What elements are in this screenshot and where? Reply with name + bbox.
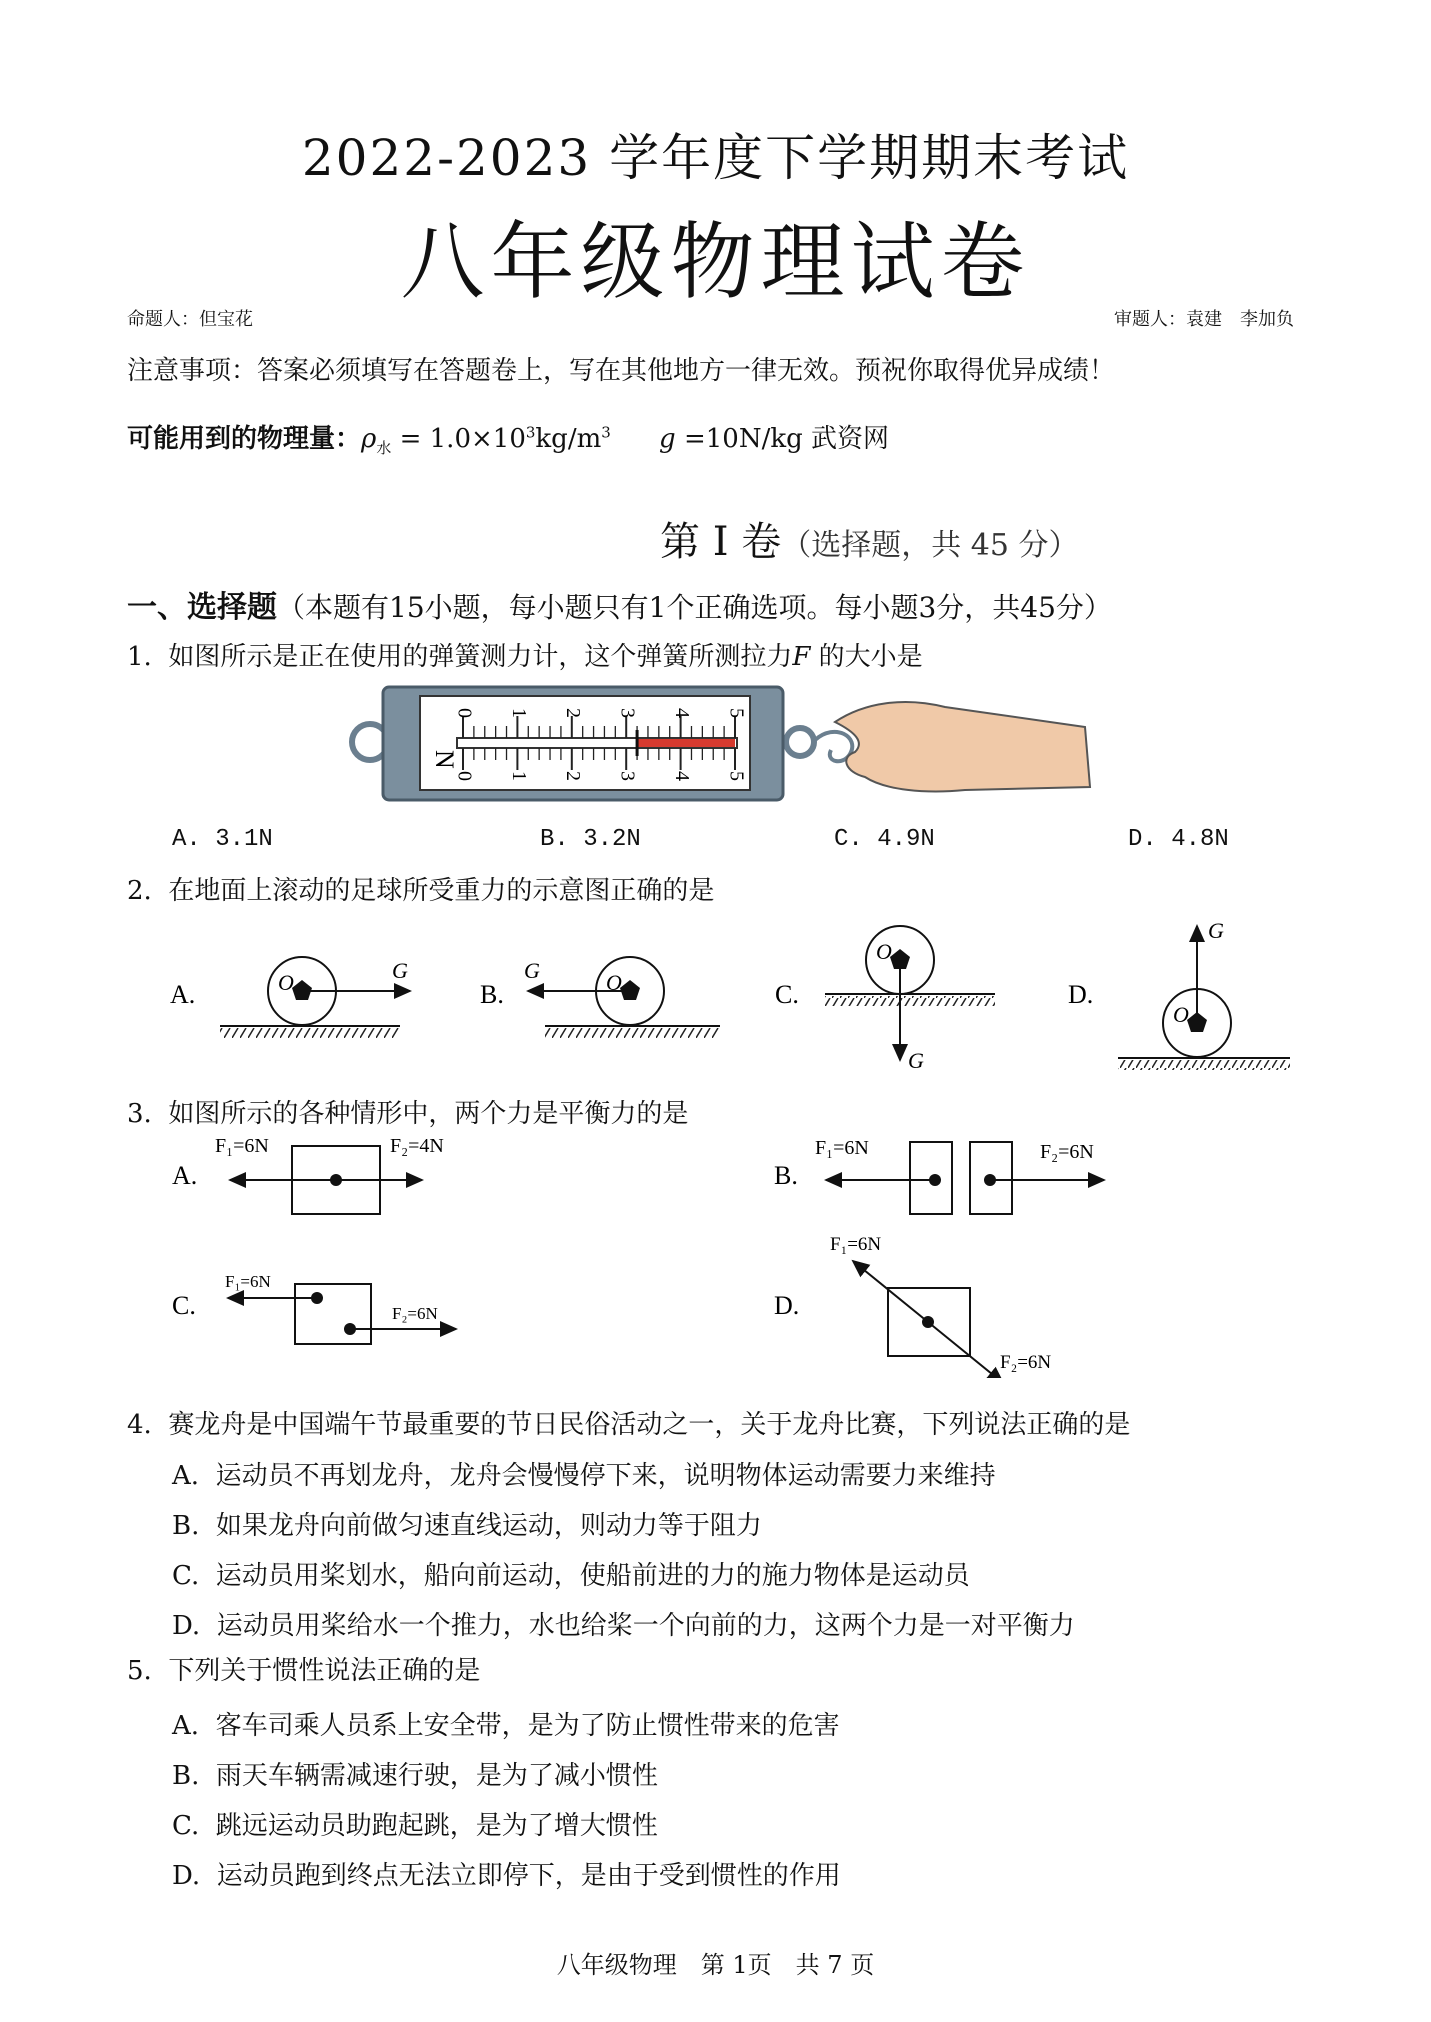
scale-tick-label: 1	[507, 708, 530, 718]
option-label: B.	[172, 1511, 200, 1541]
q5-option-b	[172, 1755, 658, 1792]
q4-option-d	[172, 1605, 1075, 1642]
origin-label: O	[606, 970, 622, 995]
section-heading	[127, 582, 1112, 626]
force-label: G	[908, 1048, 924, 1073]
q1-option-d	[1128, 826, 1229, 853]
origin-label: O	[876, 939, 892, 964]
scale-tick-label: 3	[616, 771, 639, 781]
option-label: D.	[1128, 826, 1157, 853]
force-f1-label: F₁=6N	[215, 1135, 269, 1157]
question-3-stem	[127, 1093, 688, 1130]
paper-title: 八年级物理试卷	[400, 213, 1031, 311]
force-f1-label: F₁=6N	[815, 1137, 869, 1159]
q1-option-c	[834, 826, 935, 853]
q5-option-a	[172, 1705, 840, 1742]
option-label: A.	[172, 1711, 200, 1741]
scale-tick-label: 0	[453, 771, 476, 781]
scale-tick-label: 5	[725, 771, 748, 781]
q2-option-c-figure	[775, 926, 995, 1073]
force-f1-label: F₁=6N	[830, 1234, 882, 1255]
q2-label-c: C.	[775, 980, 799, 1009]
q2-label-b: B.	[480, 980, 504, 1009]
option-label: C.	[834, 826, 863, 853]
origin-label: O	[278, 970, 294, 995]
volume-title: 第 I 卷	[660, 519, 782, 565]
question-2-stem	[127, 870, 714, 907]
constants-line	[127, 418, 889, 458]
spring-scale-figure	[345, 682, 1095, 807]
q3-figures	[160, 1128, 1310, 1378]
page-footer: 八年级物理 第 1页 共 7 页	[556, 1951, 875, 1979]
source-note: 武资网	[811, 424, 890, 454]
scale-tick-label: 3	[616, 708, 639, 718]
rho-unit: kg/m	[535, 424, 602, 454]
q2-option-a-figure	[170, 957, 410, 1038]
q2-option-d-figure	[1068, 918, 1290, 1070]
q1-option-a	[172, 826, 273, 853]
scale-indicator	[637, 739, 735, 747]
g-symbol: g	[659, 424, 676, 454]
volume-subtitle: （选择题，共 45 分）	[781, 528, 1079, 563]
option-text: 雨天车辆需减速行驶，是为了减小惯性	[215, 1761, 658, 1791]
question-number: 2.	[127, 876, 152, 906]
question-text: 赛龙舟是中国端午节最重要的节日民俗活动之一，关于龙舟比赛，下列说法正确的是	[168, 1410, 1131, 1440]
rho-exponent: 3	[525, 423, 536, 442]
section-desc: （本题有15小题，每小题只有1个正确选项。每小题3分，共45分）	[277, 591, 1112, 624]
scale-tick-label: 1	[507, 771, 530, 781]
option-label: C.	[172, 1811, 200, 1841]
option-label: D.	[172, 1861, 201, 1891]
question-number: 5.	[127, 1656, 152, 1686]
q2-figures	[160, 918, 1310, 1078]
hand-illustration	[835, 702, 1090, 791]
q4-option-c	[172, 1555, 970, 1592]
q3-option-c-figure	[172, 1272, 456, 1344]
option-text: 3.2N	[583, 826, 641, 853]
force-label: G	[1208, 918, 1224, 943]
question-text: 如图所示的各种情形中，两个力是平衡力的是	[168, 1099, 689, 1129]
rho-value: = 1.0×10	[391, 424, 526, 454]
question-number: 4.	[127, 1410, 152, 1440]
rho-subscript: 水	[376, 439, 392, 458]
option-label: C.	[172, 1561, 200, 1591]
q3-option-d-figure	[774, 1234, 1051, 1378]
option-label: B.	[540, 826, 569, 853]
option-text: 运动员用桨给水一个推力，水也给桨一个向前的力，这两个力是一对平衡力	[216, 1611, 1075, 1641]
q2-label-d: D.	[1068, 980, 1094, 1009]
q4-option-a	[172, 1455, 996, 1492]
exam-title: 2022-2023 学年度下学期期末考试	[301, 129, 1130, 187]
scale-tick-label: 0	[453, 708, 476, 718]
question-text-end: 的大小是	[810, 642, 923, 672]
option-label: A.	[172, 1461, 200, 1491]
option-text: 3.1N	[215, 826, 273, 853]
q4-option-b	[172, 1505, 762, 1542]
scale-unit-label: N	[430, 750, 459, 769]
q1-option-b	[540, 826, 641, 853]
q3-label-a: A.	[172, 1161, 198, 1190]
scale-tick-label: 5	[725, 708, 748, 718]
question-text: 在地面上滚动的足球所受重力的示意图正确的是	[168, 876, 715, 906]
force-label: G	[524, 958, 540, 983]
q2-label-a: A.	[170, 980, 196, 1009]
rho-unit-exponent: 3	[601, 423, 611, 442]
q2-option-b-figure	[480, 957, 720, 1038]
constants-label: 可能用到的物理量：	[127, 424, 362, 454]
option-label: D.	[172, 1611, 201, 1641]
question-number: 1.	[127, 642, 152, 672]
option-text: 4.8N	[1171, 826, 1229, 853]
q3-option-a-figure	[172, 1135, 444, 1214]
origin-label: O	[1173, 1002, 1189, 1027]
option-text: 跳远运动员助跑起跳，是为了增大惯性	[215, 1811, 658, 1841]
scale-tick-label: 2	[562, 708, 585, 718]
force-f2-label: F₂=6N	[392, 1304, 438, 1323]
q3-label-c: C.	[172, 1291, 196, 1320]
option-text: 运动员用桨划水，船向前运动，使船前进的力的施力物体是运动员	[215, 1561, 970, 1591]
spring-scale-body	[352, 687, 852, 800]
force-f1-label: F₁=6N	[225, 1272, 271, 1291]
notice: 注意事项：答案必须填写在答题卷上，写在其他地方一律无效。预祝你取得优异成绩！	[127, 356, 1116, 386]
force-label: G	[392, 958, 408, 983]
section-title: 一、选择题	[127, 590, 277, 625]
option-text: 运动员不再划龙舟，龙舟会慢慢停下来，说明物体运动需要力来维持	[215, 1461, 996, 1491]
reviewer-line: 审题人：袁建 李加负	[1114, 309, 1294, 330]
option-text: 4.9N	[877, 826, 935, 853]
question-4-stem	[127, 1404, 1130, 1441]
option-text: 客车司乘人员系上安全带，是为了防止惯性带来的危害	[215, 1711, 840, 1741]
option-text: 如果龙舟向前做匀速直线运动，则动力等于阻力	[215, 1511, 762, 1541]
question-1-stem	[127, 636, 923, 673]
q3-option-b-figure	[774, 1137, 1104, 1214]
scale-tick-label: 4	[671, 708, 694, 718]
force-f2-label: F₂=4N	[390, 1135, 444, 1157]
option-label: A.	[172, 826, 201, 853]
q5-option-c	[172, 1805, 658, 1842]
question-text: 如图所示是正在使用的弹簧测力计，这个弹簧所测拉力	[168, 642, 793, 672]
option-text: 运动员跑到终点无法立即停下，是由于受到惯性的作用	[216, 1861, 841, 1891]
volume-heading	[660, 510, 1078, 567]
author-line: 命题人：但宝花	[127, 309, 253, 330]
q5-option-d	[172, 1855, 841, 1892]
scale-tick-label: 4	[671, 771, 694, 781]
g-value: =10N/kg	[675, 424, 803, 454]
question-text: 下列关于惯性说法正确的是	[168, 1656, 481, 1686]
force-f2-label: F₂=6N	[1000, 1352, 1052, 1373]
question-number: 3.	[127, 1099, 152, 1129]
rho-symbol: ρ	[361, 424, 377, 454]
question-5-stem	[127, 1650, 480, 1687]
q3-label-d: D.	[774, 1291, 800, 1320]
option-label: B.	[172, 1761, 200, 1791]
force-f2-label: F₂=6N	[1040, 1141, 1094, 1163]
q3-label-b: B.	[774, 1161, 798, 1190]
scale-tick-label: 2	[562, 771, 585, 781]
force-variable: F	[792, 642, 811, 672]
